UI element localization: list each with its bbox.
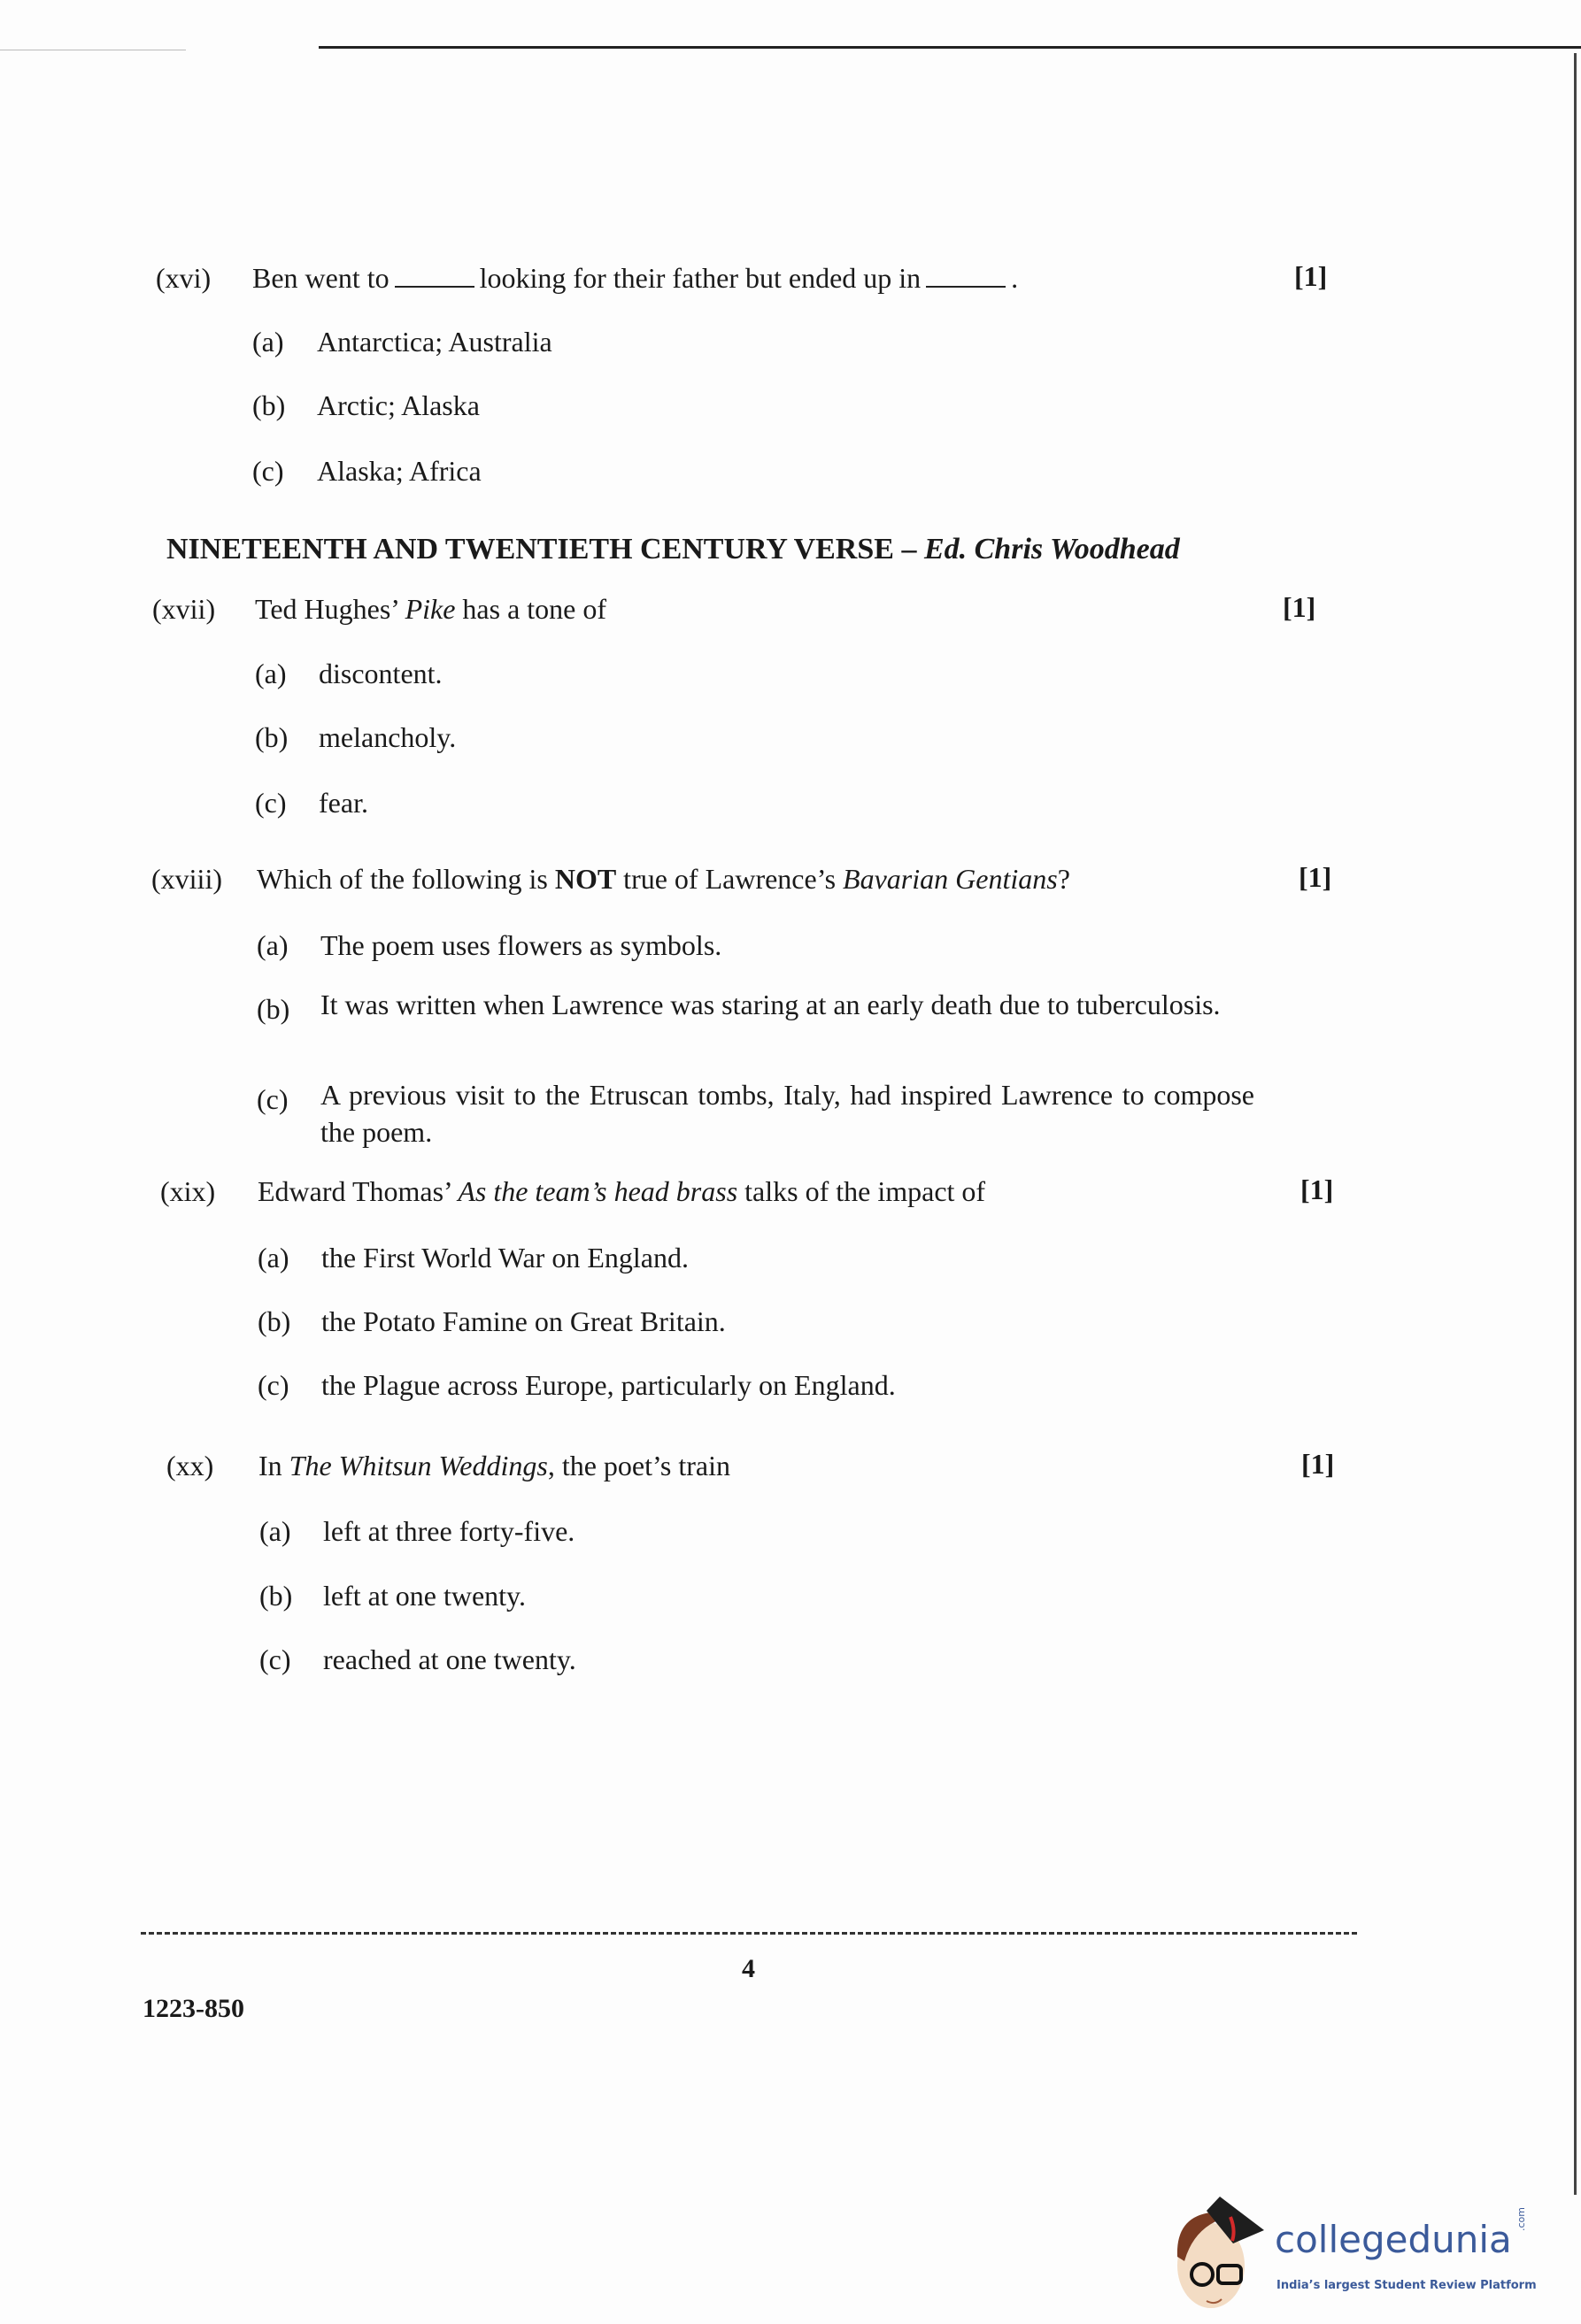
option-text: It was written when Lawrence was staring at an early death due to tuberculosis. [320,989,1221,1020]
marks: [1] [1283,591,1316,623]
question-text: Ted Hughes’ Pike has a tone of [255,593,607,625]
collegedunia-logo [1167,2195,1574,2319]
brand-tagline: India’s largest Student Review Platform [1276,2279,1537,2292]
option-text: A previous visit to the Etruscan tombs, Italy, had inspired Lawrence to compose the poem. [320,1079,1254,1148]
option-label: (a) [255,658,287,689]
option-text: left at three forty-five. [323,1515,575,1547]
option-label: (a) [257,929,289,961]
brand-domain: .com [1515,2207,1527,2231]
brand-name: collegedunia .com [1275,2207,1527,2261]
option-text: fear. [319,787,368,819]
option-text: Antarctica; Australia [317,326,552,358]
right-border [1574,53,1577,2195]
option-label: (b) [255,721,289,753]
footer-divider [141,1932,1357,1935]
option-text: left at one twenty. [323,1580,526,1612]
question-number: (xix) [160,1175,216,1207]
option-text: reached at one twenty. [323,1643,576,1675]
question-text: Which of the following is NOT true of Lawrence’s Bavarian Gentians? [257,863,1070,895]
option-label: (b) [252,389,286,421]
marks: [1] [1301,1448,1335,1480]
mascot-icon [1167,2195,1269,2319]
top-rule [319,46,1581,49]
option-text: melancholy. [319,721,457,753]
question-text: Edward Thomas’ As the team’s head brass talks of the impact of [258,1175,986,1207]
option-label: (b) [259,1580,293,1612]
option-label: (a) [252,326,284,358]
section-heading: NINETEENTH AND TWENTIETH CENTURY VERSE – Ed. Chris Woodhead [166,533,1180,566]
marks: [1] [1300,1174,1334,1205]
option-label: (b) [257,993,290,1025]
option-text: Arctic; Alaska [317,389,480,421]
option-text: The poem uses flowers as symbols. [320,929,722,961]
option-text: the First World War on England. [321,1242,689,1274]
option-label: (c) [255,787,287,819]
option-text: the Potato Famine on Great Britain. [321,1305,726,1337]
option-text: the Plague across Europe, particularly on England. [321,1369,896,1401]
marks: [1] [1294,260,1328,292]
option-label: (c) [258,1369,289,1401]
option-label: (a) [259,1515,291,1547]
option-text: Alaska; Africa [317,455,482,487]
option-label: (c) [259,1643,291,1675]
option-label: (c) [252,455,284,487]
page-number: 4 [742,1954,755,1983]
option-label: (b) [258,1305,291,1337]
option-text: discontent. [319,658,443,689]
marks: [1] [1299,861,1332,893]
option-label: (a) [258,1242,289,1274]
question-text: In The Whitsun Weddings, the poet’s train [258,1450,730,1481]
question-number: (xvi) [156,262,212,294]
question-text: Ben went to looking for their father but ended up in . [252,262,1019,294]
question-number: (xvii) [152,593,216,625]
option-label: (c) [257,1083,289,1115]
question-number: (xviii) [151,863,222,895]
question-number: (xx) [166,1450,214,1481]
paper-code: 1223-850 [143,1994,244,2023]
